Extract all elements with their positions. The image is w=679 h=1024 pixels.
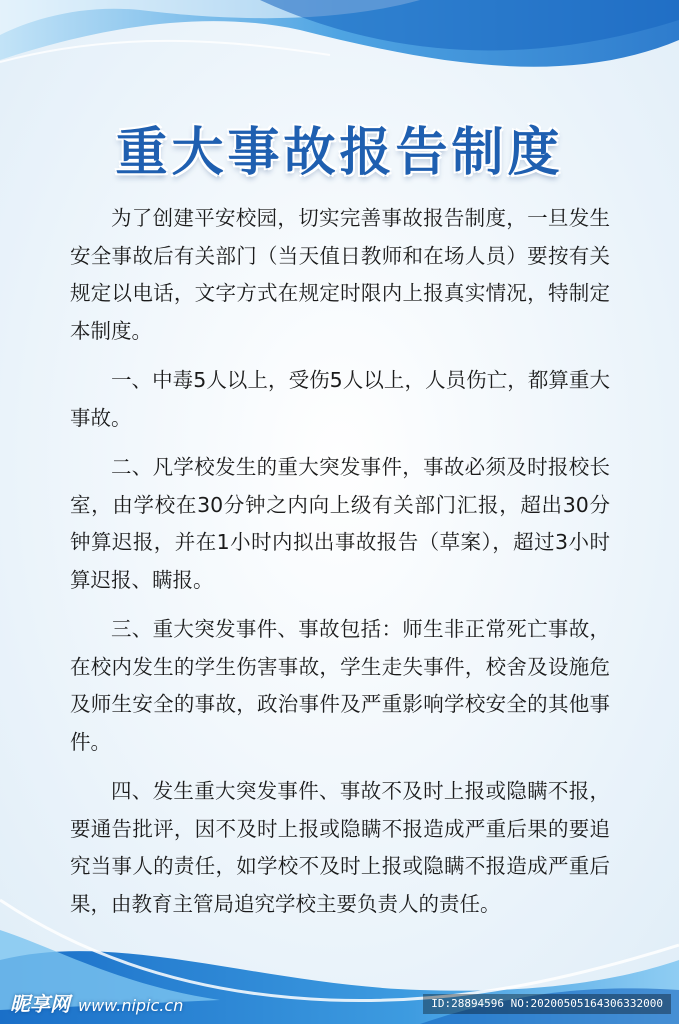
paragraph-item-4: 四、发生重大突发事件、事故不及时上报或隐瞒不报，要通告批评，因不及时上报或隐瞒不报造成严重后果的要追究当事人的责任，如学校不及时上报或隐瞒不报造成严重后果，由教育主管局追究学校主要负责人的责任。 — [70, 779, 610, 916]
paragraph-item-2: 二、凡学校发生的重大突发事件，事故必须及时报校长室，由学校在30分钟之内向上级有关部门汇报，超出30分钟算迟报，并在1小时内拟出事故报告（草案），超过3小时算迟报、瞒报。 — [70, 455, 610, 592]
watermark-url: www.nipic.cn — [78, 996, 184, 1015]
paragraph-item-3: 三、重大突发事件、事故包括：师生非正常死亡事故，在校内发生的学生伤害事故，学生走失事件，校舍及设施危及师生安全的事故，政治事件及严重影响学校安全的其他事件。 — [70, 617, 610, 754]
paragraph-intro: 为了创建平安校园，切实完善事故报告制度，一旦发生安全事故后有关部门（当天值日教师和在场人员）要按有关规定以电话，文字方式在规定时限内上报真实情况，特制定本制度。 — [70, 206, 610, 343]
document-body — [70, 200, 610, 923]
watermark-brand-name: 昵享网 — [10, 992, 70, 1016]
paragraph-item-1: 一、中毒5人以上，受伤5人以上，人员伤亡，都算重大事故。 — [70, 368, 610, 430]
watermark-brand — [10, 988, 183, 1018]
image-id-strip: ID:28894596 NO:20200505164306332000 — [423, 994, 671, 1014]
page-title: 重大事故报告制度 — [115, 123, 564, 183]
